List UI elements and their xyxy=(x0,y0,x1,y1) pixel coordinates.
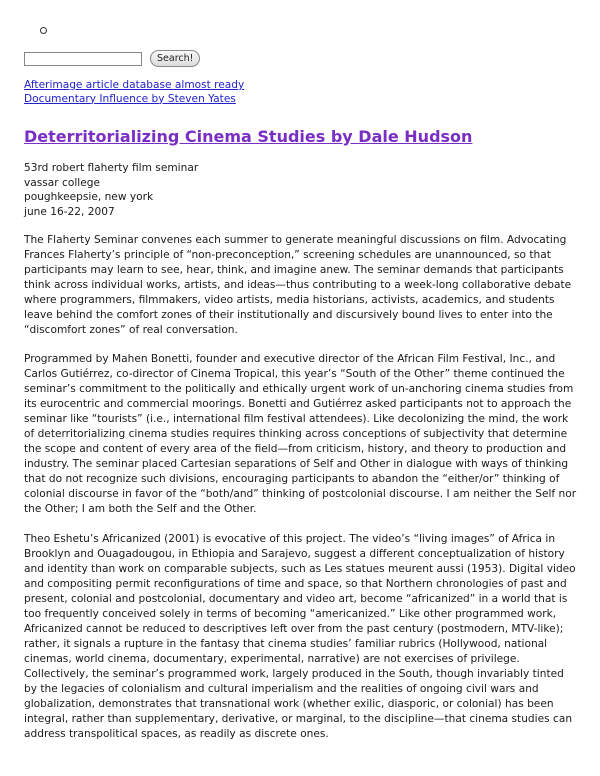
page xyxy=(24,24,580,742)
related-links xyxy=(24,79,580,107)
venue-line: 53rd robert flaherty film seminar xyxy=(24,162,199,175)
venue-line: vassar college xyxy=(24,176,100,189)
search-button[interactable]: Search! xyxy=(150,50,200,67)
bullet-icon xyxy=(40,27,47,34)
article-paragraph: The Flaherty Seminar convenes each summer to generate meaningful discussions on film. Advocating Frances Flaherty’s principle of “non-preconception,” screening schedules are unannounced, so that participants may learn to see, hear, think, and imagine anew. The seminar demands that participants think across individual works, artists, and ideas—thus contributing to a week-long collaborative debate where programmers, filmmakers, video artists, media historians, activists, academics, and students leave behind the comfort zones of their institutionally and discursively bound lives to enter into the “discomfort zones” of real conversation. xyxy=(24,233,572,337)
link-afterimage-database[interactable]: Afterimage article database almost ready xyxy=(24,79,245,91)
article-title[interactable]: Deterritorializing Cinema Studies by Dale Hudson xyxy=(24,126,473,146)
article-paragraph: Theo Eshetu’s Africanized (2001) is evocative of this project. The video’s “living images” of Africa in Brooklyn and Ouagadougou, in Ethiopia and Sarajevo, suggest a different conceptualization of history and identity than work on comparable subjects, such as Les statues meurent aussi (1953). Digital video and compositing permit reconfigurations of time and space, so that Northern chronologies of past and present, colonial and postcolonial, documentary and video art, become “africanized” in a world that is too frequently conceived solely in terms of becoming “americanized.” Like other programmed work, Africanized cannot be reduced to descriptives left over from the past century (postmodern, MTV-like); rather, it signals a rupture in the fantasy that cinema studies’ familiar rubrics (Hollywood, national cinemas, world cinema, documentary, experimental, narrative) are not exercises of privilege. Collectively, the seminar’s programmed work, largely produced in the South, though invariably tinted by the legacies of colonialism and cultural imperialism and the realities of ongoing civil wars and globalization, demonstrates that transnational work (whether exilic, diasporic, or colonial) has been integral, rather than supplementary, derivative, or marginal, to the discipline—that cinema studies can address transpolitical spaces, as readily as discrete ones. xyxy=(24,532,576,740)
search-form xyxy=(24,50,580,67)
venue-block xyxy=(24,161,580,219)
venue-line: june 16-22, 2007 xyxy=(24,205,115,218)
search-input[interactable] xyxy=(24,52,142,66)
venue-line: poughkeepsie, new york xyxy=(24,191,154,204)
bullet-row xyxy=(24,24,580,38)
article-paragraph: Programmed by Mahen Bonetti, founder and executive director of the African Film Festival, Inc., and Carlos Gutiérrez, co-director of Cinema Tropical, this year’s “South of the Other” theme continued the seminar’s commitment to the politically and ethically urgent work of un-anchoring cinema studies from its eurocentric and commercial moorings. Bonetti and Gutiérrez asked participants not to approach the seminar like “tourists” (i.e., international film festival attendees). Like decolonizing the mind, the work of deterritorializing cinema studies requires thinking across conceptions of subjectivity that determine the scope and content of every area of the field—from criticism, history, and theory to production and industry. The seminar placed Cartesian separations of Self and Other in dialogue with ways of thinking that do not recognize such divisions, encouraging participants to abandon the “either/or” thinking of colonial discourse in favor of the “both/and” thinking of postcolonial discourse. I am neither the Self nor the Other; I am both the Self and the Other. xyxy=(24,353,577,516)
link-documentary-influence[interactable]: Documentary Influence by Steven Yates xyxy=(24,92,236,105)
